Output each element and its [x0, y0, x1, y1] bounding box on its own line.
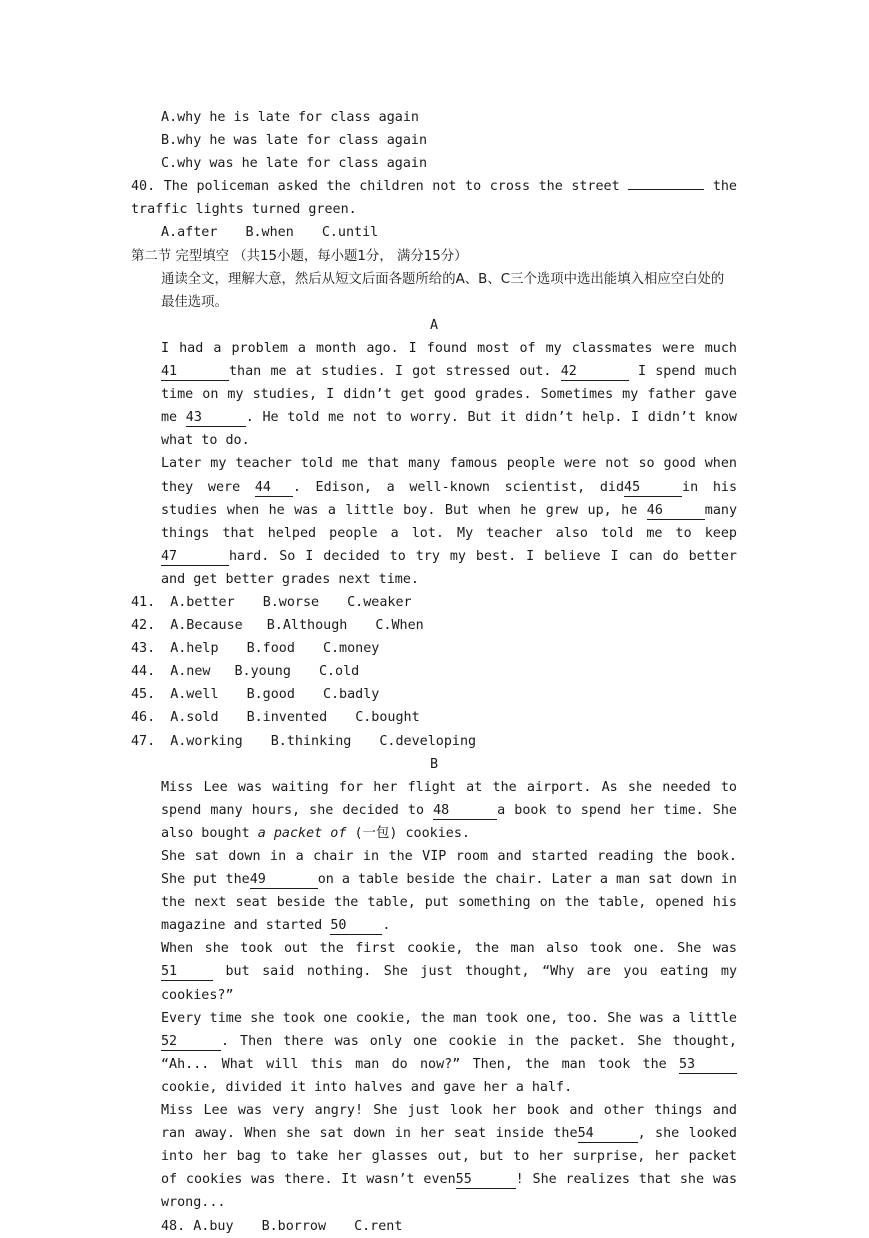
blank-44: 44	[255, 480, 293, 497]
blank-43: 43	[186, 410, 246, 427]
blank-55: 55	[456, 1172, 516, 1189]
question-number: 48.	[161, 1218, 186, 1234]
option-a: A.working	[170, 733, 243, 749]
option-b: B.thinking	[270, 733, 352, 749]
option-a: A.sold	[170, 710, 219, 726]
option-c: C.weaker	[347, 594, 412, 610]
option-b: B.invented	[246, 710, 328, 726]
option-c: C.bought	[355, 710, 420, 726]
q40-option-a: A.after	[161, 225, 218, 241]
text-run: She sat down in a chair in the VIP room and started reading the book. She put the	[161, 849, 737, 888]
text-run: hard. So I decided to try my best. I believe I can do better and get better grades next time.	[161, 548, 737, 587]
question-number: 47.	[131, 733, 156, 749]
text-run: but said nothing. She just thought, “Why are you eating my cookies?”	[161, 964, 738, 1003]
q40-option-b: B.when	[245, 225, 294, 241]
text-run: on a table beside the chair. Later a man sat down in the next seat beside the table, put something on the table, opened his magazine and started	[161, 872, 737, 934]
q40-option-c: C.until	[321, 225, 379, 241]
passage-b-label: B	[429, 756, 439, 772]
blank-53: 53	[679, 1057, 737, 1074]
question-row	[131, 706, 737, 729]
blank-41: 41	[161, 364, 229, 381]
q48-option-a: A.buy	[193, 1218, 234, 1234]
passage-b-paragraph-3	[131, 937, 737, 1006]
text-run: ! She realizes that she was wrong...	[161, 1172, 738, 1211]
passage-b-paragraph-4	[131, 1007, 737, 1099]
question-row	[131, 591, 737, 614]
blank-54: 54	[578, 1126, 638, 1143]
q48-options	[131, 1215, 737, 1238]
blank-46: 46	[647, 503, 705, 520]
text-run: a book to spend her time. She also bought	[161, 802, 737, 841]
blank-45: 45	[624, 480, 682, 497]
option-a: A.help	[170, 641, 219, 657]
question-number: 46.	[131, 710, 156, 726]
exam-page	[131, 106, 737, 1238]
text-run: .	[382, 918, 391, 934]
blank-49: 49	[250, 872, 318, 889]
question-number: 44.	[131, 664, 156, 680]
option-c: C.badly	[322, 687, 380, 703]
question-number: 42.	[131, 618, 156, 634]
text-run: than me at studies. I got stressed out.	[229, 364, 552, 380]
q48-option-b: B.borrow	[261, 1218, 327, 1234]
option-b: B.good	[246, 687, 295, 703]
passage-a-label: A	[429, 317, 439, 333]
blank-48: 48	[433, 803, 497, 820]
text-run: Miss Lee was waiting for her flight at the airport. As she needed to spend many hours, she decided to	[161, 779, 737, 818]
blank-50: 50	[330, 918, 382, 935]
option-c: C.developing	[379, 733, 477, 749]
q39-option-b: B.why he was late for class again	[161, 133, 428, 149]
text-run: Every time she took one cookie, the man took one, too. She was a little	[161, 1010, 737, 1026]
q40-stem	[131, 175, 737, 221]
blank-51: 51	[161, 964, 213, 981]
q40-options	[131, 221, 737, 244]
section2-instruction: 通读全文，理解大意，然后从短文后面各题所给的A、B、C三个选项中选出能填入相应空白处的最佳选项。	[161, 271, 725, 310]
italic-phrase: a packet of	[257, 825, 347, 841]
passage-b-paragraph-1	[131, 776, 737, 845]
passage-a-paragraph-1	[131, 337, 737, 452]
blank-42: 42	[561, 364, 629, 381]
question-row	[131, 730, 737, 753]
text-run: . He told me not to worry. But it didn’t help. I didn’t know what to do.	[161, 410, 737, 449]
text-run: Miss Lee was very angry! She just look her book and other things and ran away. When she sat down in her seat inside the	[161, 1103, 737, 1142]
section2-heading: 第二节 完型填空 （共15小题，每小题1分， 满分15分）	[131, 248, 468, 264]
q40-stem-part1: 40. The policeman asked the children not to cross the street	[131, 179, 620, 195]
q48-option-c: C.rent	[354, 1218, 403, 1234]
text-run: many things that helped people a lot. My teacher also told me to keep	[161, 502, 738, 541]
q40-stem-part2: the traffic	[131, 179, 737, 218]
question-row	[131, 614, 737, 637]
question-number: 43.	[131, 641, 156, 657]
option-a: A.well	[170, 687, 219, 703]
blank-52: 52	[161, 1034, 221, 1051]
text-run: Later my teacher told me that many famous people were not so good when they were	[161, 456, 737, 495]
option-a: A.new	[170, 664, 211, 680]
option-a: A.better	[170, 594, 235, 610]
q39-option-a: A.why he is late for class again	[161, 110, 419, 125]
option-a: A.Because	[170, 618, 243, 634]
question-row	[131, 637, 737, 660]
question-row	[131, 683, 737, 706]
text-run: in his studies when he was a little boy. But when he grew up, he	[161, 479, 738, 518]
text-run: , she looked into her bag to take her glasses out, but to her surprise, her packet of cookies was there. It wasn’t even	[161, 1126, 737, 1188]
text-run: . Edison, a well-known scientist, did	[292, 479, 625, 495]
question-number: 41.	[131, 594, 156, 610]
option-b: B.young	[234, 664, 291, 680]
text-run: (一包) cookies.	[354, 825, 470, 841]
blank-47: 47	[161, 549, 229, 566]
q40-stem-part3: lights turned green.	[195, 202, 357, 218]
passage-b-paragraph-5	[131, 1099, 737, 1214]
text-run: I had a problem a month ago. I found most of my classmates were much	[161, 340, 737, 356]
q39-option-c: C.why was he late for class again	[161, 156, 428, 172]
text-run: I spend much time on my studies, I didn’t get good grades. Sometimes my father gave me	[161, 364, 737, 426]
passage-a-questions	[131, 591, 737, 753]
passage-b-paragraph-2	[131, 845, 737, 937]
option-b: B.food	[246, 641, 295, 657]
option-c: C.When	[375, 618, 424, 634]
option-c: C.money	[322, 641, 380, 657]
text-run: When she took out the first cookie, the man also took one. She was	[161, 941, 737, 957]
text-run: cookie, divided it into halves and gave her a half.	[161, 1079, 573, 1095]
option-b: B.Although	[266, 618, 348, 634]
text-run: . Then there was only one cookie in the packet. She thought, “Ah... What will this man do now?” Then, the man took the	[161, 1033, 737, 1072]
option-b: B.worse	[262, 594, 320, 610]
q40-blank	[628, 189, 704, 190]
question-number: 45.	[131, 687, 156, 703]
option-c: C.old	[318, 664, 360, 680]
question-row	[131, 660, 737, 683]
passage-a-paragraph-2	[131, 452, 737, 591]
